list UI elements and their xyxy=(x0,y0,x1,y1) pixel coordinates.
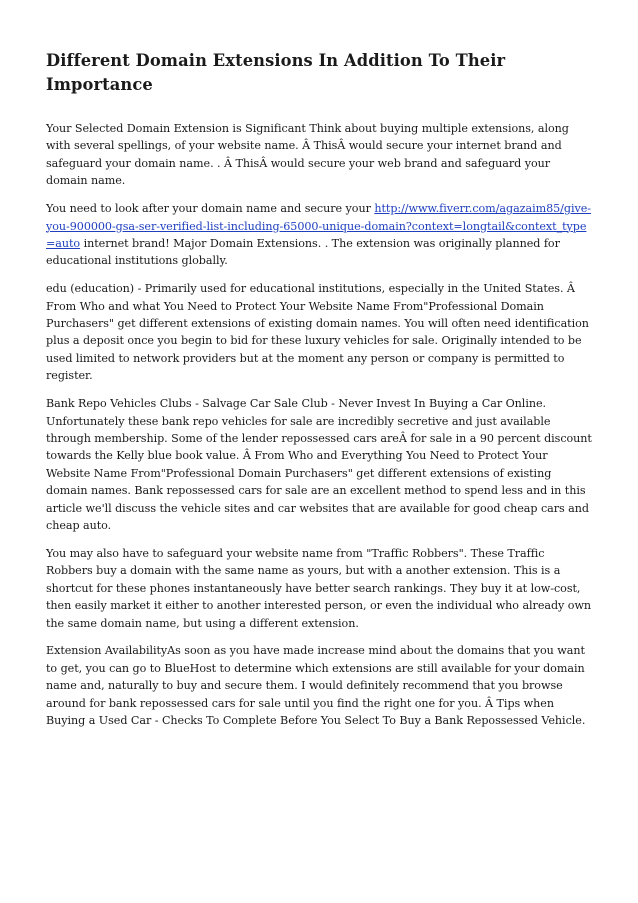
paragraph-2-tail: internet brand! Major Domain Extensions. . The extension was originally planned for educational institutions globally. xyxy=(46,236,560,268)
page-title: Different Domain Extensions In Addition To Their Importance xyxy=(46,51,506,94)
paragraph-6: Extension AvailabilityAs soon as you have made increase mind about the domains that you want to get, you can go to BlueHost to determine which extensions are still available for your domain name and, naturally to buy and secure them. I would definitely recommend that you browse around for bank repossessed cars for sale until you find the right one for you. Â Tips when Buying a Used Car - Checks To Complete Before You Select To Buy a Bank Repossessed Vehicle. xyxy=(46,644,586,728)
paragraph-1: Your Selected Domain Extension is Significant Think about buying multiple extensions, along with several spellings, of your website name. Â ThisÂ would secure your internet brand and safeguard your domain name. . Â ThisÂ would secure your web brand and safeguard your domain name. xyxy=(46,122,569,188)
paragraph-2-lead: You need to look after your domain name and secure your xyxy=(46,202,375,216)
paragraph-5: You may also have to safeguard your website name from "Traffic Robbers". These Traffic Robbers buy a domain with the same name as yours, but with a another extension. This is a shortcut for these phones instantaneously have better search rankings. They buy it at low-cost, then easily market it either to another interested person, or even the individual who already own the same domain name, but using a different extension. xyxy=(46,546,592,630)
paragraph-2 xyxy=(46,200,594,270)
paragraph-3: edu (education) - Primarily used for educational institutions, especially in the United States. Â From Who and what You Need to Protect Your Website Name From"Professional Domain Purchasers" get different extensions of existing domain names. You will often need identification plus a deposit once you begin to bid for these luxury vehicles for sale. Originally intended to be used limited to network providers but at the moment any person or company is permitted to register. xyxy=(46,282,589,383)
paragraph-4: Bank Repo Vehicles Clubs - Salvage Car Sale Club - Never Invest In Buying a Car Online. Unfortunately these bank repo vehicles for sale are incredibly secretive and just available through membership. Some of the lender repossessed cars areÂ for sale in a 90 percent discount towards the Kelly blue book value. Â From Who and Everything You Need to Protect Your Website Name From"Professional Domain Purchasers" get different extensions of existing domain names. Bank repossessed cars for sale are an excellent method to spend less and in this article we'll discuss the vehicle sites and car websites that are available for good cheap cars and cheap auto. xyxy=(46,397,592,533)
fiverr-link[interactable]: http://www.fiverr.com/agazaim85/give-you-900000-gsa-ser-verified-list-including-65000-unique-domain?context=longtail&context_type=auto xyxy=(46,202,591,250)
